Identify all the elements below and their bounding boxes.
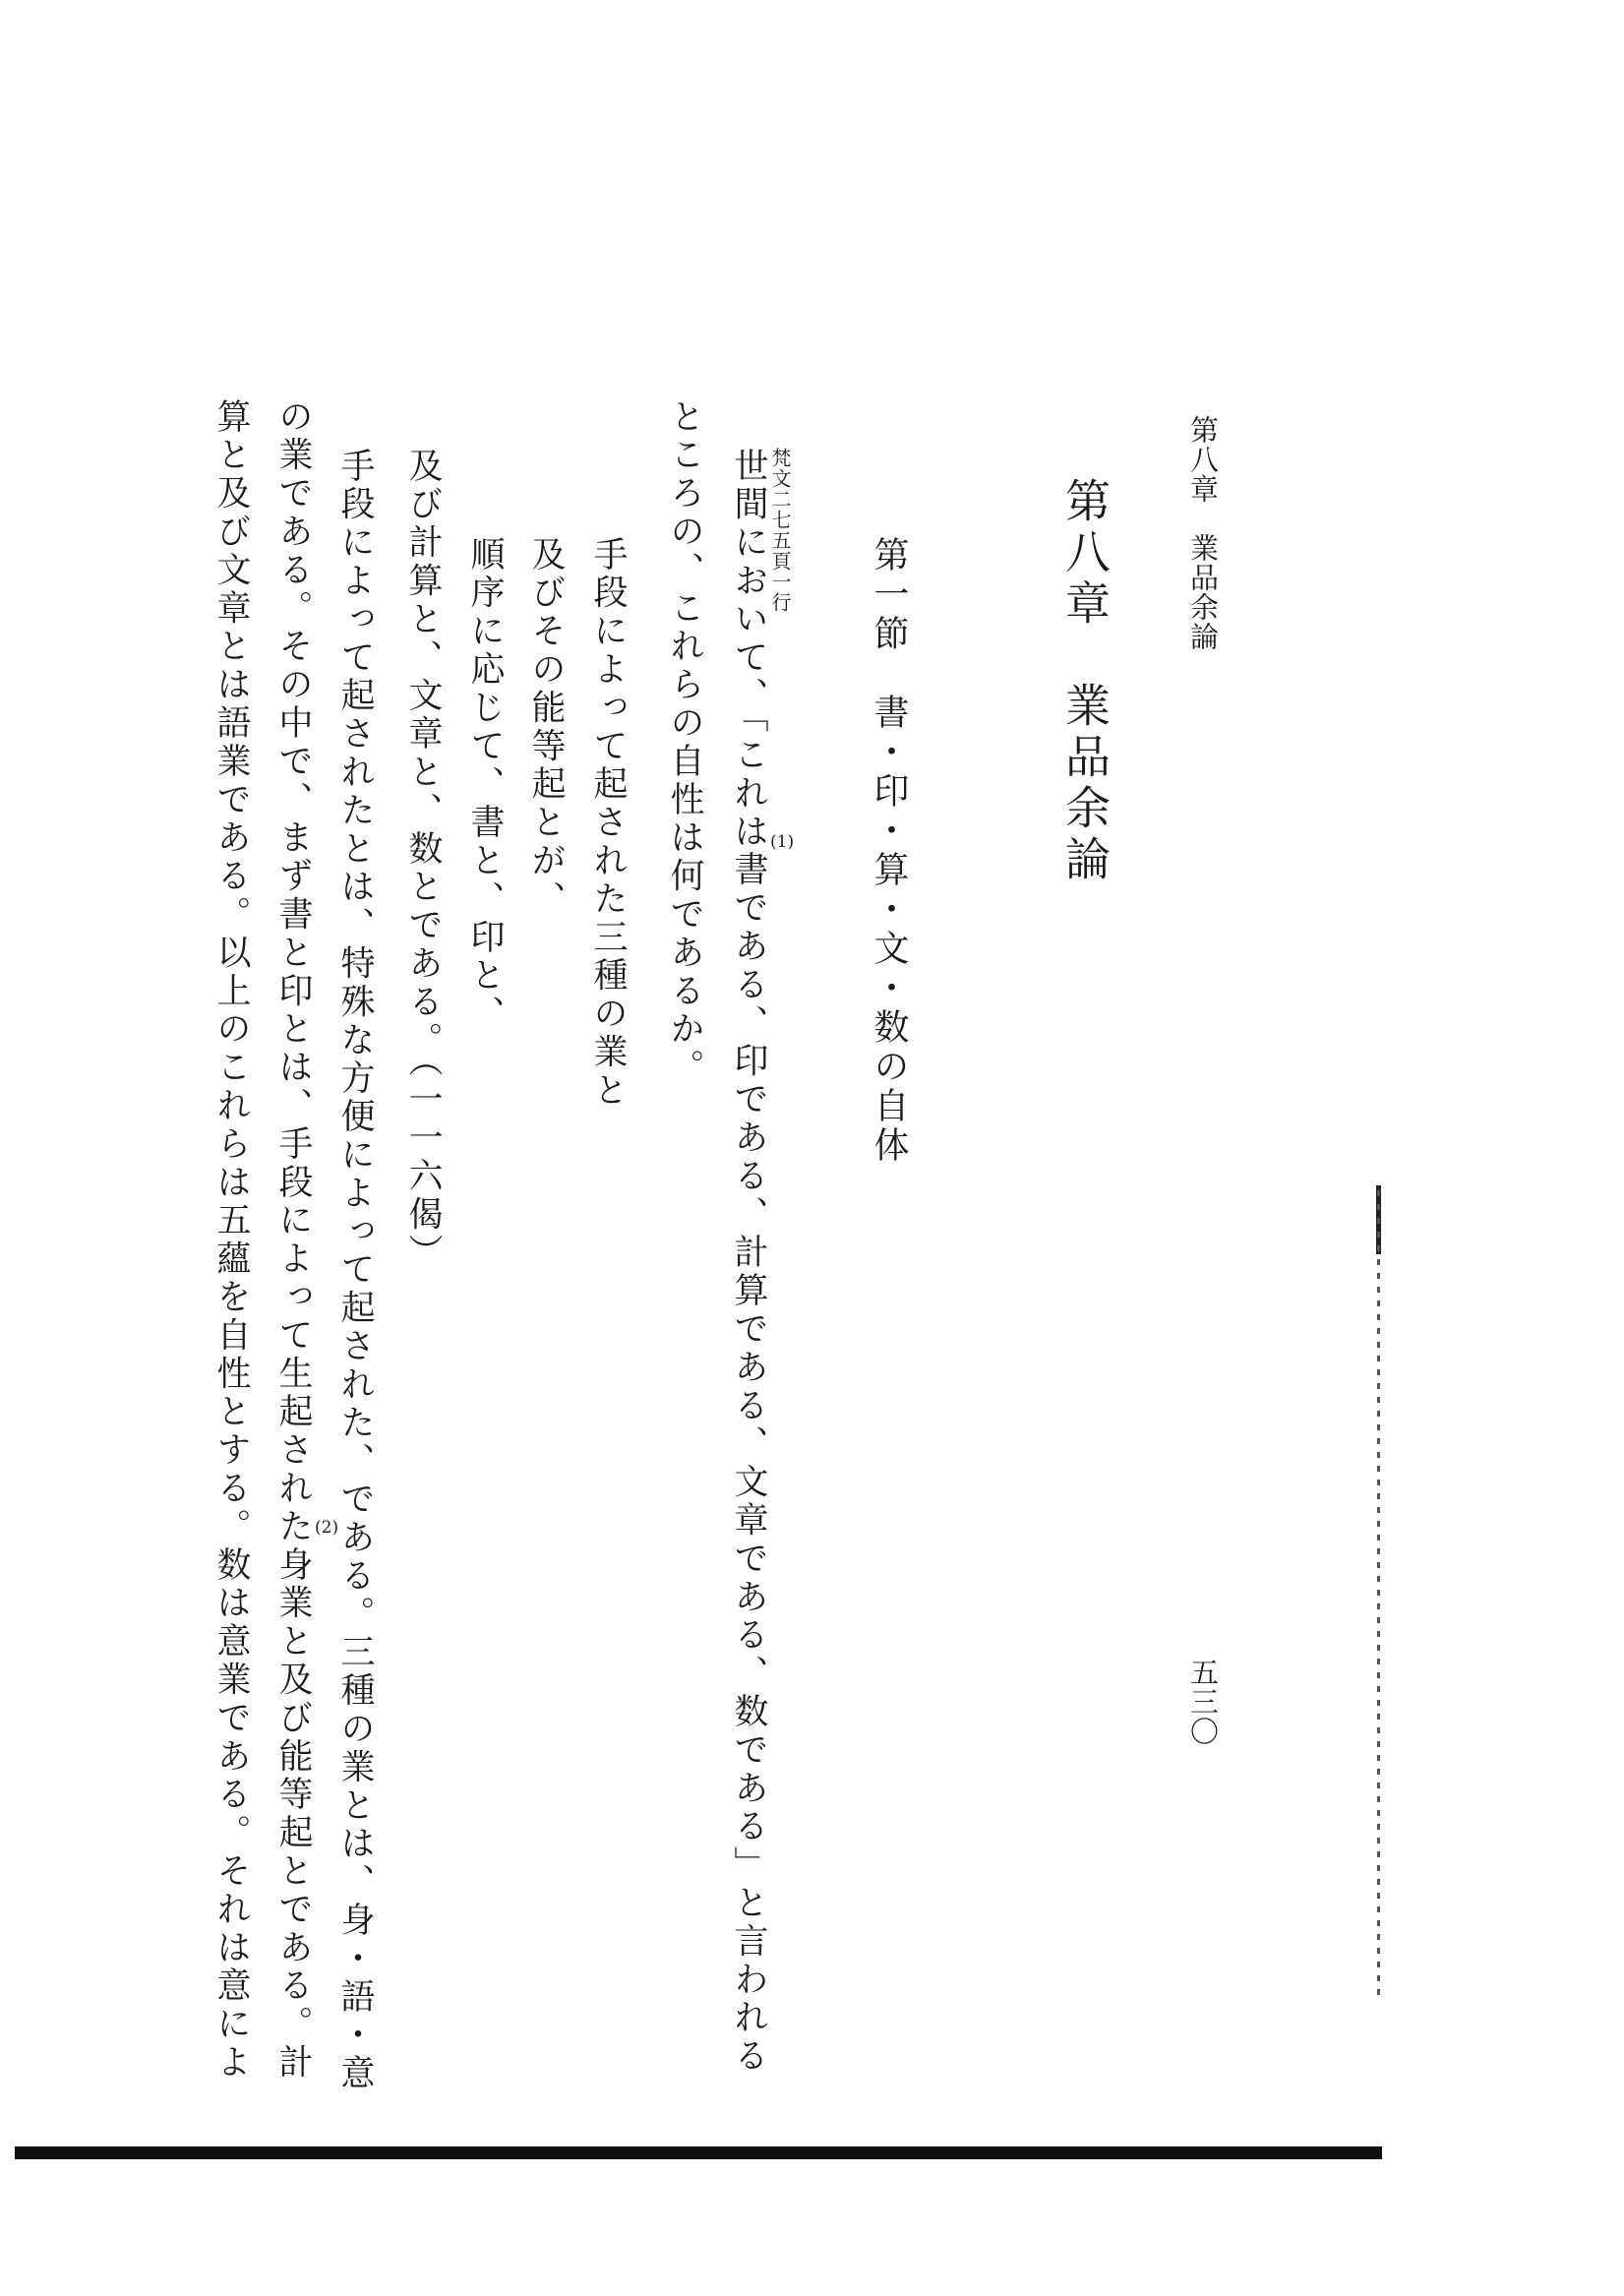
bottom-edge-bar (15, 2146, 1382, 2159)
page-number: 五三〇 (1186, 1658, 1220, 1746)
footnote-mark-2: (2) (315, 1518, 339, 1538)
running-header-title: 第八章 業品余論 (1186, 415, 1220, 651)
sanskrit-page-reference: 梵文二七五頁一行 (768, 448, 792, 613)
text-line-1: 世間において、「これは書である、印である、計算である、文章である、数である」と言われる (729, 448, 768, 2077)
text-line-5: 算と及び文章とは語業である。以上のこれらは五蘊を自性とする。数は意業である。それは意によ (211, 398, 251, 2083)
text-line-2: ところの、これらの自性は何であるか。 (665, 398, 704, 1088)
margin-rule (1377, 1190, 1380, 1997)
text-line-3: 手段によって起されたとは、特殊な方便によって起された、である。三種の業とは、身・語・意 (335, 448, 375, 2093)
section-title: 第一節 書・印・算・文・数の自体 (869, 536, 909, 1166)
verse-line-1: 手段によって起された三種の業と (588, 536, 628, 1111)
text-line-4: の業である。その中で、まず書と印とは、手段によって生起された身業と及び能等起とである。計 (273, 398, 313, 2083)
chapter-title: 第八章 業品余論 (1058, 477, 1112, 886)
verse-line-4: 及び計算と、文章と、数とである。（一一六偈） (403, 448, 443, 1273)
verse-line-3: 順序に応じて、書と、印と、 (465, 536, 505, 1034)
footnote-mark-1: (1) (770, 832, 795, 852)
verse-line-2: 及びその能等起とが、 (526, 536, 566, 919)
